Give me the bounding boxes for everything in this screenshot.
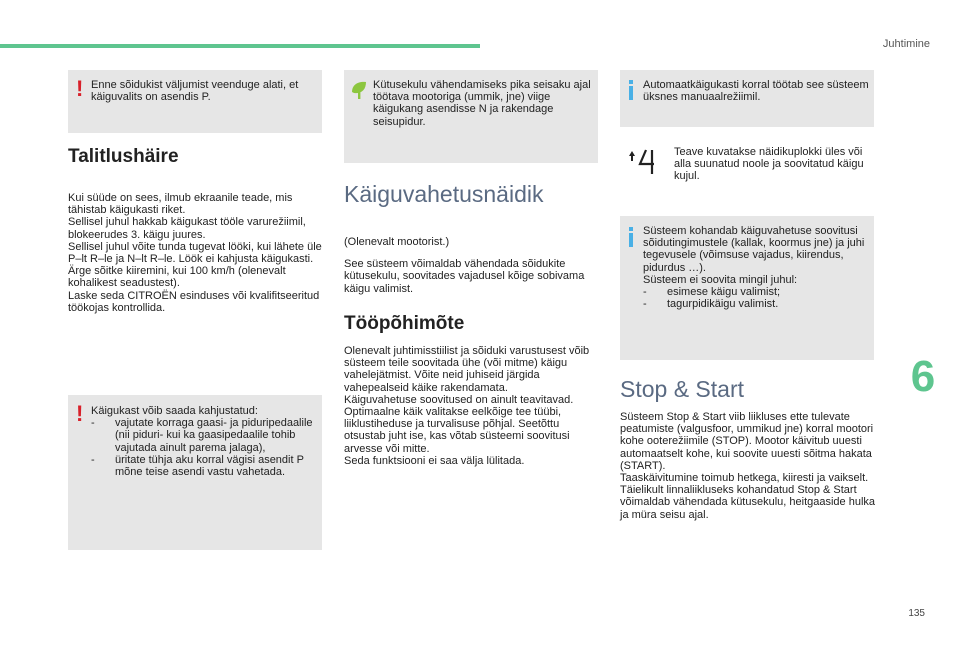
- operating-principle-body: [344, 345, 600, 467]
- info-text-conditions: [643, 225, 871, 310]
- body-paragraph: Sellisel juhul hakkab käigukast tööle varurežiimil, blokeerudes 3. käigu juures.: [68, 216, 306, 241]
- heading-stop-start: Stop & Start: [620, 376, 745, 402]
- body-paragraph: Ärge sõitke kiiremini, kui 100 km/h (olenevalt kohalikest seadustest).: [68, 265, 286, 290]
- warning-icon: !: [76, 401, 84, 426]
- malfunction-body: [68, 192, 322, 314]
- gear-indicator-icon: [627, 147, 661, 177]
- warning-park-paragraph: Enne sõidukist väljumist veenduge alati, et käiguvalits on asendis P.: [91, 79, 299, 104]
- eco-tip-text: [373, 79, 593, 128]
- damage-list: [91, 417, 317, 478]
- section-title: Juhtimine: [882, 38, 930, 50]
- info-icon: [629, 233, 633, 247]
- body-paragraph: Kui süüde on sees, ilmub ekraanile teade, mis tähistab käigukasti riket.: [68, 192, 293, 217]
- intro-paragraph: See süsteem võimaldab vähendada sõidukite kütusekulu, soovitades vajadusel kõige sobivama käigu valimist.: [344, 258, 585, 295]
- eco-leaf-icon: [350, 80, 368, 100]
- heading-toopohimote: Tööpõhimõte: [344, 313, 465, 334]
- body-paragraph: Käiguvahetuse soovitused on ainult teavitavad. Optimaalne käik valitakse eelkõige tee tüübi, liiklustiheduse ja turvalisuse põhjal. Seetõttu otsustab juht ise, kas võtab süsteemi soovitusi arvesse või mitte.: [344, 393, 574, 455]
- gear-up-arrow-icon: [627, 147, 661, 177]
- info-paragraph: Automaatkäigukasti korral töötab see süsteem üksnes manuaalrežiimil.: [643, 79, 869, 104]
- warning-text-park: [91, 79, 317, 103]
- info-paragraph: Süsteem ei soovita mingil juhul:: [643, 273, 798, 286]
- gear-indicator-paragraph: Teave kuvatakse näidikuplokki üles või alla suunatud noole ja soovitatud käigu kujul.: [674, 146, 864, 183]
- body-paragraph: Taaskäivitumine toimub hetkega, kiiresti ja vaikselt.: [620, 472, 869, 485]
- body-paragraph: Täielikult linnaliikluseks kohandatud Stop & Start võimaldab vähendada kütusekulu, heitgaaside hulka ja müra seisu ajal.: [620, 484, 876, 521]
- chapter-number: 6: [910, 352, 936, 401]
- info-text-automatic: [643, 79, 869, 103]
- body-paragraph: Olenevalt juhtimisstiilist ja sõiduki varustusest võib süsteem teile soovitada ühe (või mitme) käigu vahelejätmist. Võite neid juhiseid järgida vahepealseid käike rakendamata.: [344, 345, 590, 394]
- list-item: - esimese käigu valimist;: [643, 286, 871, 298]
- eco-tip-paragraph: Kütusekulu vähendamiseks pika seisaku ajal töötava mootoriga (ummik, jne) viige käigukang asendisse N ja rakendage seisupidur.: [373, 79, 591, 128]
- body-paragraph: Laske seda CITROËN esinduses või kvalifitseeritud töökojas kontrollida.: [68, 289, 320, 314]
- body-paragraph: Süsteem Stop & Start viib liikluses ette tulevate peatumiste (valgusfoor, ummikud jne) korral mootori kohe ooterežiimile (STOP). Mootor käivitub uuesti automaatselt kohe, kui soovite uuesti sõitma hakata (START).: [620, 411, 874, 472]
- stop-start-body: [620, 411, 876, 521]
- subtitle-engine: (Olenevalt mootorist.): [344, 236, 450, 248]
- warning-damage-intro: Käigukast võib saada kahjustatud:: [91, 405, 258, 417]
- warning-icon: !: [76, 76, 84, 101]
- gear-indicator-intro: [344, 236, 598, 295]
- heading-kaiguvahetusnaidik: Käiguvahetusnäidik: [344, 181, 544, 207]
- gear-indicator-text: [674, 146, 874, 183]
- not-recommended-list: [643, 286, 871, 310]
- info-icon: [629, 86, 633, 100]
- info-paragraph: Süsteem kohandab käiguvahetuse soovitusi sõidutingimustele (kallak, koormus jne) ja juhi tegevusele (võimsuse vajadus, kiirendus, pidurdus …).: [643, 225, 865, 274]
- heading-talitlushaire: Talitlushäire: [68, 146, 179, 167]
- page-number: 135: [908, 608, 925, 619]
- chapter-color-bar: [0, 44, 480, 48]
- body-paragraph: Seda funktsiooni ei saa välja lülitada.: [344, 454, 525, 467]
- list-item: - üritate tühja aku korral vägisi asendit P mõne teise asendi vastu vahetada.: [91, 454, 317, 478]
- body-paragraph: Sellisel juhul võite tunda tugevat lööki, kui lähete üle P–lt R–le ja N–lt R–le. Löök ei kahjusta käigukasti.: [68, 240, 322, 266]
- list-item: - tagurpidikäigu valimist.: [643, 298, 871, 310]
- list-item: - vajutate korraga gaasi- ja piduripedaalile (nii piduri- kui ka gaasipedaalile tohib vajutada ainult parema jalaga),: [91, 417, 317, 454]
- warning-text-damage: [91, 405, 317, 478]
